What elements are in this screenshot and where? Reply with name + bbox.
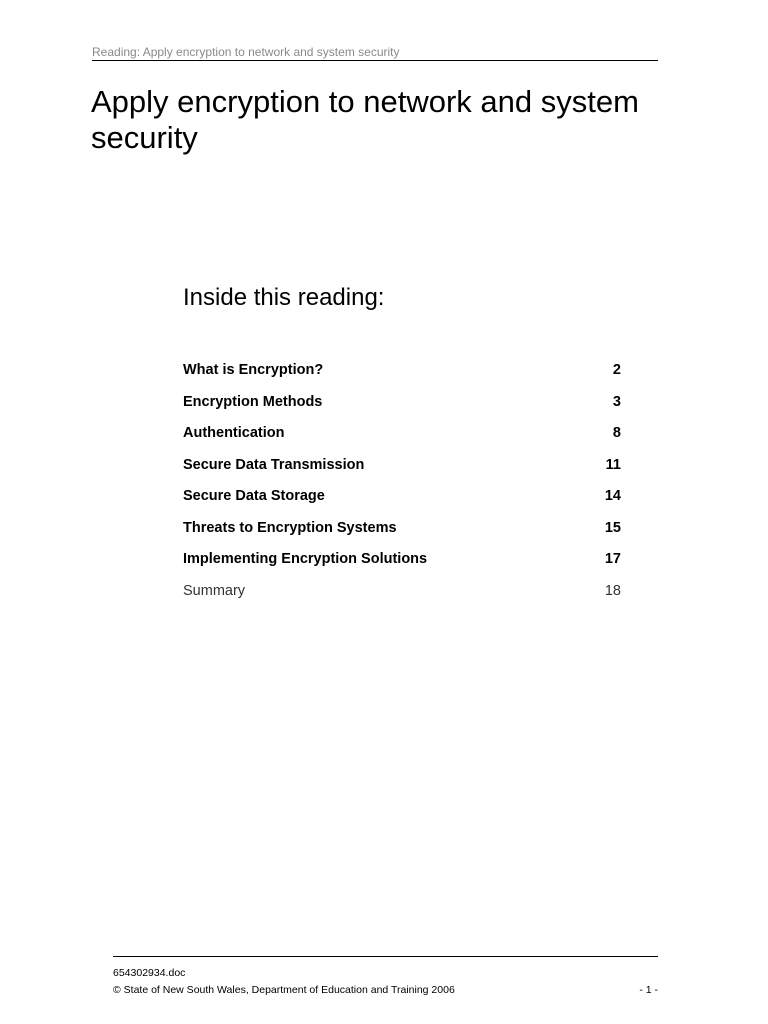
toc-entry-title: Summary: [183, 582, 246, 599]
toc-entry[interactable]: [183, 488, 621, 520]
toc-entry-title: What is Encryption?: [183, 362, 324, 378]
toc-entry-page: 8: [612, 425, 621, 441]
footer-copyright: © State of New South Wales, Department of Education and Training 2006: [113, 984, 455, 996]
toc-entry[interactable]: [183, 520, 621, 552]
toc-entry-page: 11: [605, 456, 621, 473]
toc-entry-title: Implementing Encryption Solutions: [183, 551, 428, 567]
toc-entry-title: Encryption Methods: [183, 393, 323, 410]
toc-entry-title: Secure Data Transmission: [183, 456, 365, 473]
toc-entry[interactable]: [183, 425, 621, 457]
toc-entry-title: Threats to Encryption Systems: [183, 519, 397, 536]
footer-divider: [113, 956, 658, 957]
toc-entry-page: 3: [612, 393, 621, 410]
toc-entry[interactable]: [183, 551, 621, 583]
toc-entry-page: 15: [604, 519, 621, 536]
toc-entry[interactable]: [183, 457, 621, 489]
toc-entry-page: 14: [604, 488, 621, 504]
toc-entry-page: 2: [612, 362, 621, 378]
footer-filename: 654302934.doc: [113, 967, 186, 979]
toc-entry[interactable]: [183, 583, 621, 615]
footer-page-number: - 1 -: [639, 984, 658, 996]
toc-entry[interactable]: [183, 394, 621, 426]
document-title: Apply encryption to network and system security: [91, 84, 639, 155]
toc-entry-page: 18: [604, 582, 621, 599]
toc-entry-title: Secure Data Storage: [183, 488, 325, 504]
toc-entry-title: Authentication: [183, 425, 285, 441]
toc-entry-page: 17: [604, 551, 621, 567]
toc-entry[interactable]: [183, 362, 621, 394]
contents-heading: Inside this reading:: [183, 284, 385, 311]
header-divider: [92, 60, 658, 61]
table-of-contents: [183, 362, 621, 614]
running-header: Reading: Apply encryption to network and system security: [92, 45, 400, 59]
